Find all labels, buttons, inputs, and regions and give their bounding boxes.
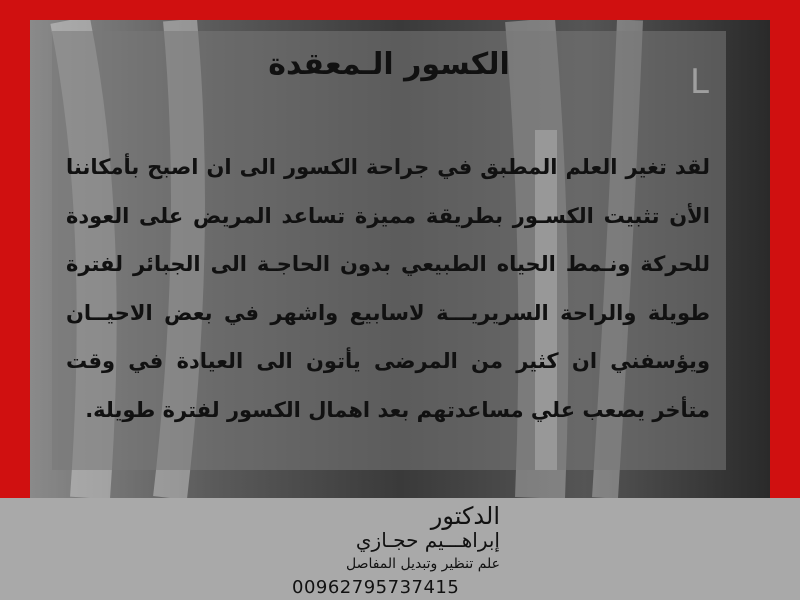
doctor-name: إبراهـــيم حجـازي [355, 528, 500, 552]
top-border [0, 0, 800, 20]
phone-number: 00962795737415 [292, 577, 460, 598]
slide-body-text: لقد تغير العلم المطبق في جراحة الكسور الى ان اصبح بأمكاننا الأن تثبيت الكسـور بطريقة مميزة تساعد المريض على العودة للحركة ونـمط الحياه الطبيعي بدون الحاجـة الى الجبائر لفترة طويلة والراحة السريريـــة لاسابيع واشهر في بعض الاحيــان ويؤسفني ان كثير من المرضى يأتون الى العيادة في وقت متأخر يصعب علي مساعدتهم بعد اهمال الكسور لفترة طويلة. [66, 155, 710, 422]
doctor-specialty: علم تنظير وتبديل المفاصل [345, 556, 500, 572]
text-panel [52, 31, 726, 470]
footer-signature [0, 498, 800, 600]
doctor-title: الدكتور [430, 502, 500, 530]
slide-title: الكسور الـمعقدة [268, 47, 510, 82]
